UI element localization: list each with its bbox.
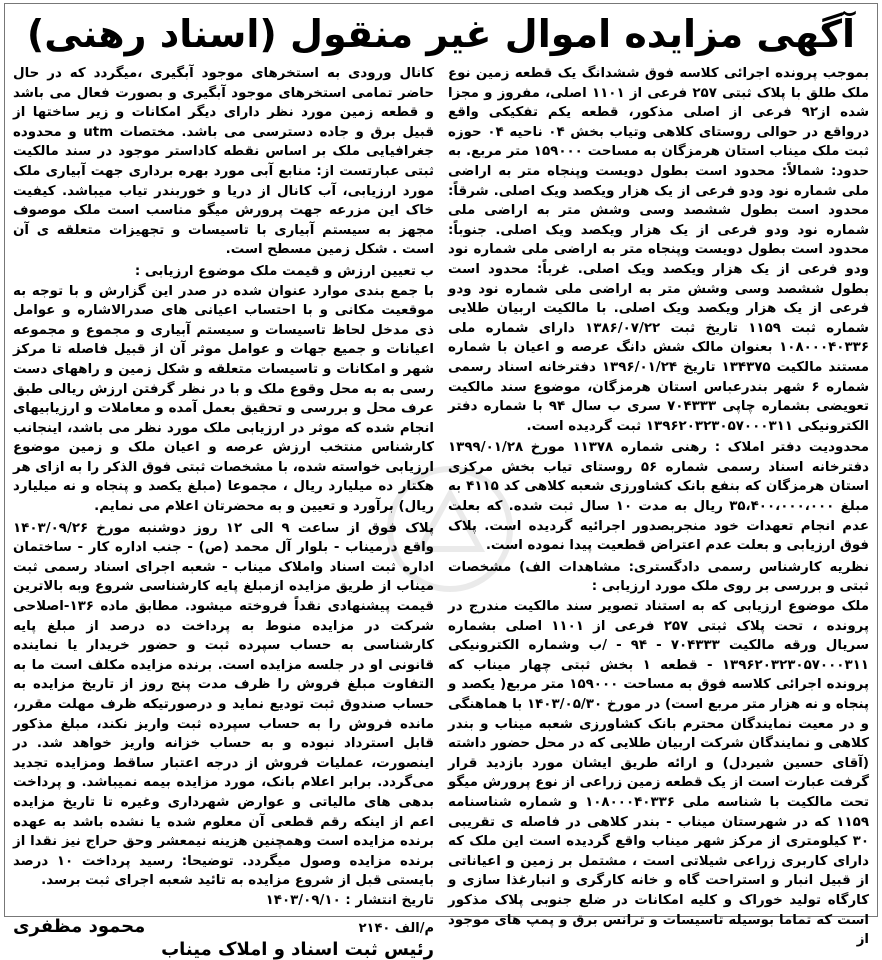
valuation-text: با جمع بندی موارد عنوان شده در صدر این گزارش و با توجه به موقعیت مکانی و با احتساب اعیانی های صدرالاشاره و عوامل ذی مدخل لحاظ تاسیسات و سیستم آبیاری و مجموع و مجموعه اعیانات و جمیع جهات و عوامل موثر آن از قبیل فاصله تا مرکز شهر و امکانات و تاسیسات متعلقه و شکل زمین و راههای دست رسی به به محل وقوع ملک و با در نظر گرفتن ارزش ریالی طبق عرف محل و بررسی و تحقیق بعمل آمده و معاملات و ارزیابیهای انجام شده که موثر در ارزیابی ملک مورد نظر می باشد، اینجانب کارشناس منتخب ارزش عرصه و اعیان ملک و زمین موضوع ارزیابی خواسته شده، با مشخصات ثبتی فوق الذکر را به ازای هر هکتار ده میلیارد ریال ، مجموعا (مبلغ یکصد و پنجاه و نه میلیارد ریال) برآورد و تعیین و به محضرتان اعلام می نمایم. [13,283,434,515]
publish-date: تاریخ انتشار : ۱۴۰۳/۰۹/۱۰ [265,892,434,908]
mortgage-restriction: محدودیت دفتر املاک : رهنی شماره ۱۱۳۷۸ مورخ ۱۳۹۹/۰۱/۲۸ دفترخانه اسناد رسمی شماره ۵۶ روستای تیاب بخش مرکزی استان هرمزگان که بنفع بانک کشاورزی شعبه کلاهی کد ۴۱۱۵ به مبلغ ۳۵،۴۰۰،۰۰۰،۰۰۰ ریال به مدت ۱۰ سال ثبت شده. که بعلت عدم انجام تعهدات خود منجربصدور اجرائیه گردیده است. پلاک فوق ارزیابی و بعلت عدم اعتراض قطعیت پیدا نموده است. [448,440,869,554]
signer-title: رئیس ثبت اسناد و املاک میناب [161,939,434,960]
signer-name: محمود مظفری [13,915,146,937]
property-facilities: کانال ورودی به استخرهای موجود آبگیری ،میگردد که در حال حاضر تمامی استخرهای موجود آبگیری و بصورت فعال می باشد و قطعه زمین مورد نظر دارای دیگر امکانات و زیر ساختها از قبیل برق و جاده دسترسی می باشد. مختصات utm و محدوده جغرافیایی ملک بر اساس نقطه کاداستر موجود در سند مالکیت ثبتی عبارتست از: منابع آبی مورد بهره برداری جهت آبیاری ملک مورد ارزیابی، آب کانال از دریا و خوربندر تیاب میباشد. کیفیت خاک این مزرعه جهت پرورش میگو مناسب است ملک موصوف مجهز به سیستم آبیاری با تاسیسات و تجهیزات متعلقه ی آن است . شکل زمین مسطح است. [13,66,434,258]
property-description: بموجب پرونده اجرائی کلاسه فوق ششدانگ یک قطعه زمین نوع ملک طلق با پلاک ثبتی ۲۵۷ فرعی از ۱۱۰۱ اصلی، مفروز و مجزا شده از۹۲ فرعی از اصلی مذکور، قطعه یکم تفکیکی واقع درواقع در حوالی روستای کلاهی وتیاب بخش ۰۴ ناحیه ۰۴ حوزه ثبت ملک میناب استان هرمزگان به مساحت ۱۵۹۰۰۰ متر مربع. به حدود: شمالاً: محدود است بطول دویست وپنجاه متر به اراضی ملی شماره نود ودو فرعی از یک هزار ویکصد ویک اصلی. شرقاً: محدود است بطول ششصد وسی وشش متر به اراضی ملی شماره نود ودو فرعی از یک هزار ویکصد ویک اصلی. جنوباً: محدود است بطول دویست وپنجاه متر به اراضی ملی شماره نود ودو فرعی از یک هزار ویکصد ویک اصلی. غرباً: محدود است بطول ششصد وسی وشش متر به اراضی ملی شماره نود ودو فرعی از یک هزار ویکصد ویک اصلی. با مالکیت اربیان طلایی شماره ثبت ۱۱۵۹ تاریخ ثبت ۱۳۸۶/۰۷/۲۲ دارای شماره ملی ۱۰۸۰۰۰۴۰۳۳۶ بعنوان مالک شش دانگ عرصه و اعیان با شماره مستند مالکیت ۱۳۴۳۷۵ تاریخ ۱۳۹۶/۰۱/۲۴ دفترخانه اسناد رسمی شماره ۶ شهر بندرعباس استان هرمزگان، موضوع سند مالکیت تعویضی بشماره چاپی ۷۰۴۳۳۳ سری ب سال ۹۴ با شماره دفتر الکترونیکی ۱۳۹۶۲۰۳۲۳۰۵۷۰۰۰۳۱۱ ثبت گردیده است. [448,66,870,434]
notice-columns [13,64,870,960]
expert-observations: ملک موضوع ارزیابی که به استناد تصویر سند مالکیت مندرج در پرونده ، تحت پلاک ثبتی ۲۵۷ فرعی از ۱۱۰۱ اصلی بشماره سریال ورقه مالکیت ۷۰۴۳۳۳ - ۹۴ - /ب وشماره الکترونیکی ۱۳۹۶۲۰۳۲۳۰۵۷۰۰۰۳۱۱ - قطعه ۱ بخش ثبتی چهار میناب که پرونده اجرائی کلاسه فوق به مساحت ۱۵۹۰۰۰ متر مربع( یکصد و پنجاه و نه هزار متر مربع است) در مورخ ۱۴۰۳/۰۵/۳۰ با هماهنگی و در معیت نمایندگان محترم بانک کشاورزی شعبه میناب و بندر کلاهی و نمایندگان شرکت اربیان طلایی که در محل حضور داشته (آقای حسین شیردل) و ارائه طریق ایشان مورد بازدید قرار گرفت عبارت است از یک قطعه زمین زراعی از نوع پرورش میگو تحت مالکیت با شناسه ملی ۱۰۸۰۰۰۴۰۳۳۶ و شماره شناسنامه ۱۱۵۹ که در شهرستان میناب - بندر کلاهی در فاصله ی تقریبی ۳۰ کیلومتری از مرکز شهر میناب واقع گردیده است این ملک که دارای کاربری زراعی شیلاتی است ، مشتمل بر زمین و اعیاناتی از قبیل انبار و استراحت گاه و خانه کارگری و انبارغذا سازی و کارگاه تولید خوراک و کلیه امکانات در ضلع جنوبی پلاک مذکور است که تماما بوسیله تاسیسات و ترانس برق و پمپ های موجود از [448,599,870,948]
valuation-heading: ب تعیین ارزش و قیمت ملک موضوع ارزیابی : [134,263,434,279]
signature-block [13,917,434,960]
notice-page [4,3,878,960]
right-column [448,64,870,948]
reference-number: م/الف ۲۱۴۰ [358,920,434,936]
expert-opinion-heading: نظریه کارشناس رسمی دادگستری: مشاهدات الف) مشخصات ثبتی و بررسی بر روی ملک مورد ارزیابی : [448,559,869,595]
auction-terms: پلاک فوق از ساعت ۹ الی ۱۲ روز دوشنبه مورخ ۱۴۰۳/۰۹/۲۶ واقع درمیناب - بلوار آل محمد (ص) - جنب اداره کار - ساختمان اداره ثبت اسناد واملاک میناب - شعبه اجرای اسناد رسمی ثبت میناب از طریق مزایده ازمبلغ پایه کارشناسی شروع وبه بالاترین قیمت پیشنهادی نقداً فروخته میشود. مطابق ماده ۱۳۶-اصلاحی شرکت در مزایده منوط به پرداخت ده درصد از مبلغ پایه کارشناسی به حساب سپرده ثبت و حضور خریدار یا نماینده قانونی او در جلسه مزایده است. برنده مزایده مکلف است ما به التفاوت مبلغ فروش را ظرف مدت پنج روز از تاریخ مزایده به حساب صندوق ثبت تودیع نماید و درصورتیکه ظرف مهلت مقرر، مانده فروش را به حساب سپرده ثبت واریز نکند، مبلغ مذکور قابل استرداد نبوده و به حساب خزانه واریز خواهد شد. در اینصورت، عملیات فروش از درجه اعتبار ساقط ومزایده تجدید می‌گردد. برابر اعلام بانک، مورد مزایده بیمه نمیباشد. و پرداخت بدهی های مالیاتی و عوارض شهرداری وغیره تا تاریخ مزایده اعم از اینکه رقم قطعی آن معلوم شده یا نشده باشد به عهده برنده مزایده است وهمچنین هزینه نیمعشر وحق حراج نیز نقدا از برنده مزایده وصول میگردد. توضیحا: رسید پرداخت ۱۰ درصد بایستی قبل از شروع مزایده به تائید شعبه اجرای ثبت برسد. [13,520,434,889]
left-column [13,64,434,960]
notice-title: آگهی مزایده اموال غیر منقول (اسناد رهنی) [26,12,856,56]
